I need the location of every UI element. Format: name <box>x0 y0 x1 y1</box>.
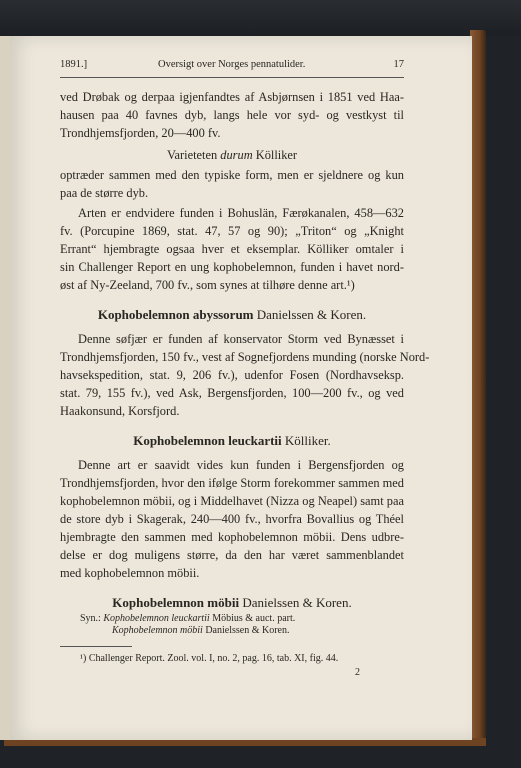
species-heading: Kophobelemnon leuckartii Kölliker. <box>133 433 331 448</box>
text-line: Denne art er saavidt vides kun funden i Bergensfjorden og <box>78 458 404 472</box>
text-line: hjembragte den sammen med kophobelemnon möbii. Dens udbre- <box>60 530 404 544</box>
text-line: hausen paa 40 favnes dyb, langs hele vor syd- og vestkyst til <box>60 108 404 122</box>
footnote-rule <box>60 646 132 647</box>
header-title: Oversigt over Norges pennatulider. <box>158 59 306 70</box>
synonym-line: Syn.: Kophobelemnon leuckartii Möbius & auct. part. <box>80 613 296 624</box>
running-header <box>60 59 404 77</box>
text-line: Trondhjemsfjorden, 150 fv., vest af Sognefjordens munding (norske Nord- <box>60 350 430 364</box>
page-gutter <box>0 36 10 740</box>
text-line: ved Drøbak og derpaa igjenfandtes af Asbjørnsen i 1851 ved Haa- <box>60 90 404 104</box>
text-line: de store dyb i Skagerak, 240—400 fv., hvorfra Bovallius og Théel <box>60 512 404 526</box>
text-line: Trondhjemsfjorden, hvor den ifølge Storm forekommer sammen med <box>60 476 404 490</box>
text-line: Haakonsund, Korsfjord. <box>60 404 180 418</box>
text-line: optræder sammen med den typiske form, men er sjeldnere og kun <box>60 168 404 182</box>
photo-background <box>0 0 521 36</box>
text-line: paa de større dyb. <box>60 186 149 200</box>
species-heading: Kophobelemnon abyssorum Danielssen & Koren. <box>97 307 367 322</box>
text-line: Errant“ hjembragte ogsaa hver et eksemplar. Kölliker omtaler i <box>60 242 404 256</box>
text-line: delse er dog muligens større, da den har været sammenblandet <box>60 548 404 562</box>
header-year: 1891.] <box>60 59 88 70</box>
text-line: Denne søfjær er funden af konservator Storm ved Bynæsset i <box>78 332 404 346</box>
text-line: øst af Ny-Zeeland, 700 fv., som synes at tilhøre denne art.¹) <box>60 278 355 292</box>
synonym-line: Kophobelemnon möbii Danielssen & Koren. <box>112 625 290 636</box>
text-line: fv. (Porcupine 1869, stat. 47, 57 og 90); „Triton“ og „Knight <box>60 224 404 238</box>
header-rule <box>60 77 404 78</box>
text-line: Trondhjemsfjorden, 20—400 fv. <box>60 126 221 140</box>
species-heading: Kophobelemnon möbii Danielssen & Koren. <box>112 595 352 610</box>
text-line: kophobelemnon möbii, og i Middelhavet (Nizza og Neapel) samt paa <box>60 494 404 508</box>
text-line: med kophobelemnon möbii. <box>60 566 200 580</box>
book-cover-edge <box>470 30 486 742</box>
text-line: stat. 79, 155 fv.), ved Ask, Bergensfjorden, 100—200 fv., og ved <box>60 386 404 400</box>
variety-heading: Varieteten durum Kölliker <box>166 148 298 162</box>
footnote: ¹) Challenger Report. Zool. vol. I, no. 2, pag. 16, tab. XI, fig. 44. <box>80 653 339 664</box>
text-line: Arten er endvidere funden i Bohuslän, Færøkanalen, 458—632 <box>78 206 404 220</box>
text-line: havsekspedition, stat. 9, 206 fv.), udenfor Fosen (Nordhavseksp. <box>60 368 404 382</box>
text-line: sin Challenger Report en ung kophobelemnon, funden i havet nord- <box>60 260 404 274</box>
signature-mark: 2 <box>355 667 360 678</box>
page-number: 17 <box>393 59 404 70</box>
